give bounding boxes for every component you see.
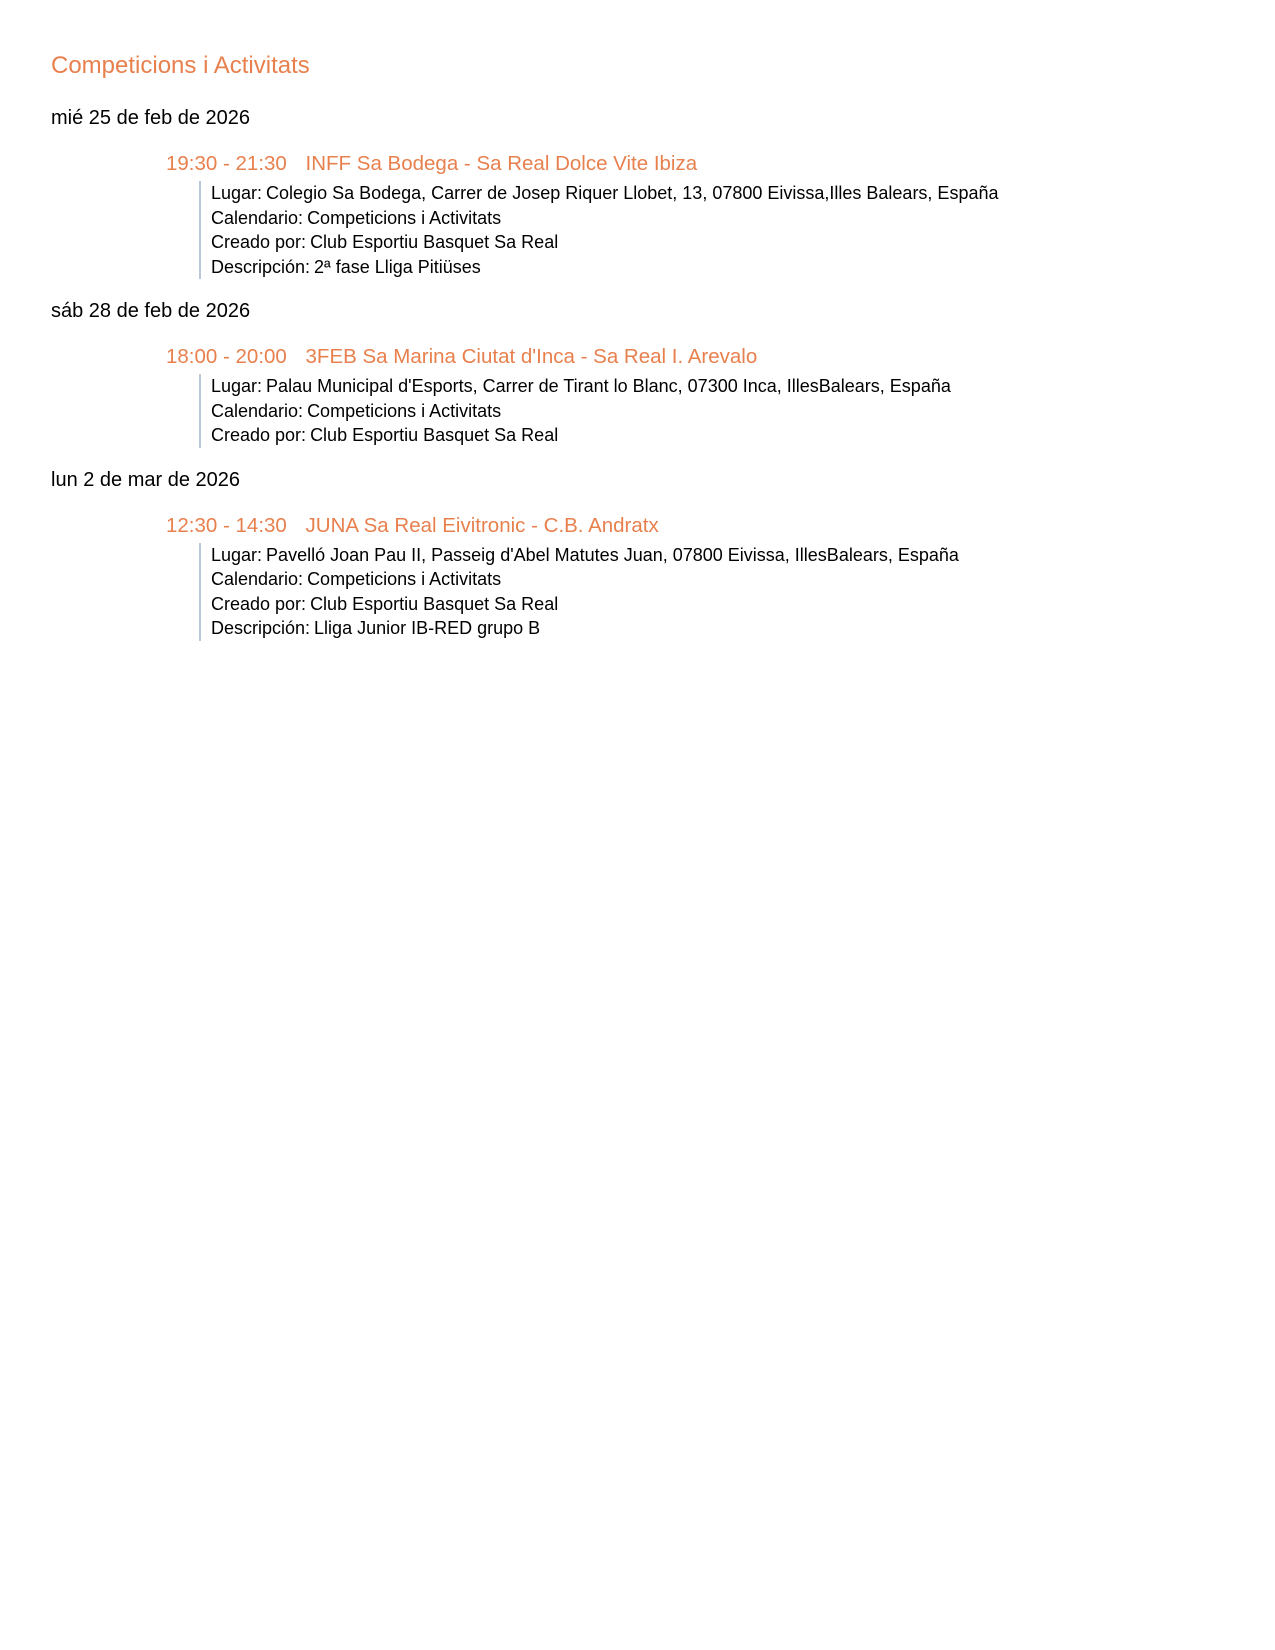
event-title[interactable]: JUNA Sa Real Eivitronic - C.B. Andratx <box>305 513 659 537</box>
day-date: sáb 28 de feb de 2026 <box>51 300 251 322</box>
event-place-row <box>211 374 1231 399</box>
calendar-label: Calendario: <box>211 569 304 589</box>
event-item <box>166 513 1231 641</box>
event-heading <box>166 344 1231 370</box>
event-calendar: Competicions i Activitats <box>307 569 502 589</box>
event-details <box>199 181 1231 279</box>
event-place: Palau Municipal d'Esports, Carrer de Tirant lo Blanc, 07300 Inca, IllesBalears, España <box>266 376 951 396</box>
calendar-label: Calendario: <box>211 400 304 421</box>
event-creator-row <box>211 592 1231 617</box>
event-time: 18:00 - 20:00 <box>166 345 287 368</box>
event-calendar: Competicions i Activitats <box>307 400 502 421</box>
day-date: mié 25 de feb de 2026 <box>51 107 251 129</box>
event-title[interactable]: 3FEB Sa Marina Ciutat d'Inca - Sa Real I. Arevalo <box>305 345 758 368</box>
calendar-label: Calendario: <box>211 207 304 228</box>
event-description-row <box>211 616 1231 641</box>
event-place-row <box>211 181 1231 206</box>
description-label: Descripción: <box>211 256 311 277</box>
place-label: Lugar: <box>211 183 263 203</box>
event-heading <box>166 513 1231 539</box>
event-description: Lliga Junior IB-RED grupo B <box>314 618 541 638</box>
event-place: Colegio Sa Bodega, Carrer de Josep Riquer Llobet, 13, 07800 Eivissa,Illes Balears, España <box>266 183 999 203</box>
place-label: Lugar: <box>211 376 263 396</box>
event-details <box>199 543 1231 641</box>
description-label: Descripción: <box>211 618 311 638</box>
event-creator: Club Esportiu Basquet Sa Real <box>310 232 559 252</box>
day-section <box>51 467 1231 641</box>
day-section <box>51 298 1231 448</box>
event-creator: Club Esportiu Basquet Sa Real <box>310 425 559 445</box>
created-by-label: Creado por: <box>211 232 307 252</box>
event-calendar-row <box>211 567 1231 592</box>
event-creator-row <box>211 423 1231 448</box>
page-title: Competicions i Activitats <box>51 52 310 79</box>
event-calendar-row <box>211 206 1231 231</box>
calendar-page <box>51 50 1231 641</box>
event-title[interactable]: INFF Sa Bodega - Sa Real Dolce Vite Ibiza <box>305 152 698 175</box>
created-by-label: Creado por: <box>211 425 307 445</box>
event-details <box>199 374 1231 448</box>
event-description: 2ª fase Lliga Pitiüses <box>314 256 481 277</box>
event-description-row <box>211 255 1231 280</box>
day-date: lun 2 de mar de 2026 <box>51 468 241 491</box>
day-section <box>51 105 1231 279</box>
event-place: Pavelló Joan Pau II, Passeig d'Abel Matutes Juan, 07800 Eivissa, IllesBalears, España <box>266 544 959 565</box>
event-heading <box>166 151 1231 177</box>
event-calendar-row <box>211 399 1231 424</box>
place-label: Lugar: <box>211 544 263 565</box>
event-item <box>166 151 1231 279</box>
event-creator: Club Esportiu Basquet Sa Real <box>310 593 559 614</box>
event-creator-row <box>211 230 1231 255</box>
event-time: 19:30 - 21:30 <box>166 152 287 175</box>
event-time: 12:30 - 14:30 <box>166 513 287 537</box>
event-place-row <box>211 543 1231 568</box>
event-calendar: Competicions i Activitats <box>307 207 502 228</box>
created-by-label: Creado por: <box>211 593 307 614</box>
event-item <box>166 344 1231 448</box>
